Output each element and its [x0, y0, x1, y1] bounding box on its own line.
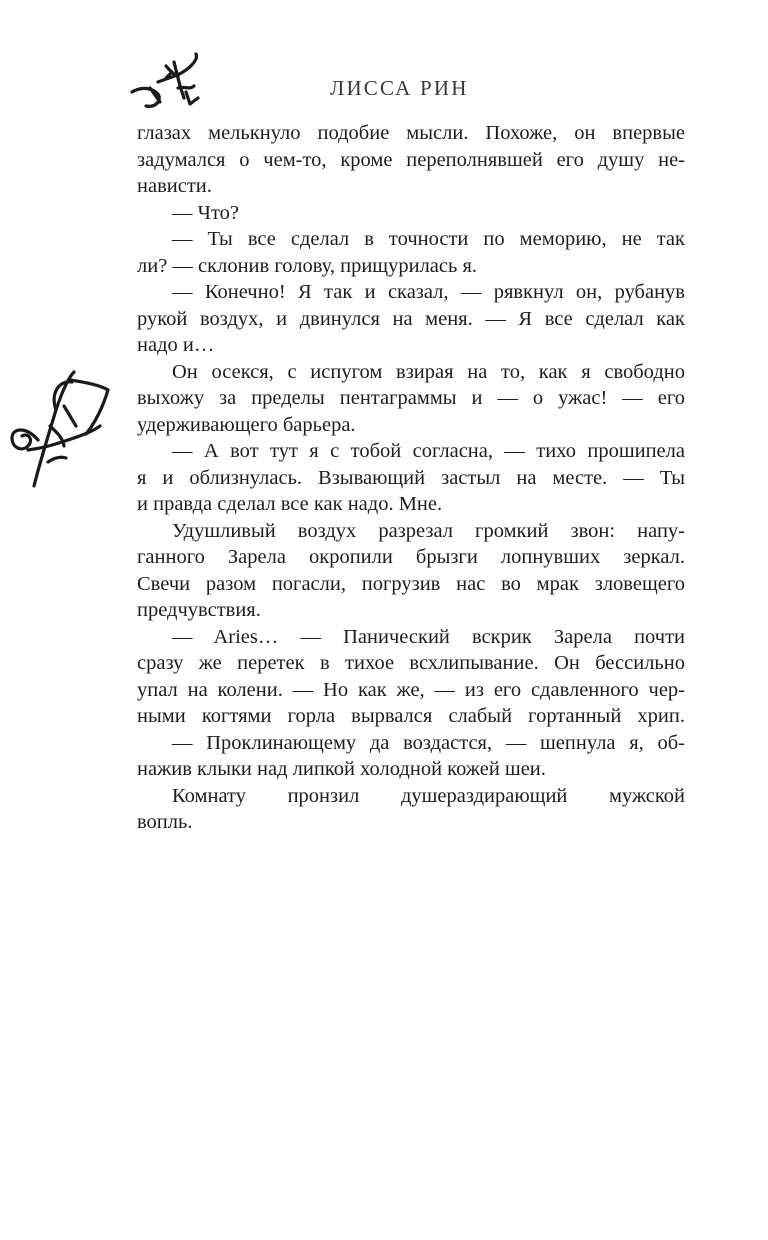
text-line: надо и… [137, 334, 215, 356]
sigil-glyph-side-icon [4, 366, 110, 488]
text-line: Он осекся, с испугом взирая на то, как я свободно [172, 360, 685, 383]
text-line: — Aries… — Панический вскрик Зарела почти [172, 625, 685, 648]
text-line: задумался о чем-то, кроме переполнявшей его душу не- [137, 148, 685, 171]
text-line: рукой воздух, и двинулся на меня. — Я все сделал как [137, 307, 685, 330]
text-line: я и облизнулась. Взывающий застыл на месте. — Ты [137, 466, 685, 489]
text-line: вопль. [137, 811, 193, 833]
text-line: выхожу за пределы пентаграммы и — о ужас! — его [137, 387, 685, 409]
text-line: ными когтями горла вырвался слабый гортанный хрип. [137, 705, 685, 727]
text-line: предчувствия. [137, 599, 261, 621]
text-line: упал на колени. — Но как же, — из его сдавленного чер- [137, 678, 685, 701]
text-line: сразу же перетек в тихое всхлипывание. Он бессильно [137, 652, 685, 674]
body-text [137, 120, 685, 836]
text-line: — Ты все сделал в точности по меморию, не так [172, 228, 685, 250]
text-line: — Что? [172, 201, 239, 224]
text-line: — Проклинающему да воздастся, — шепнула я, об- [172, 731, 685, 754]
text-line: удерживающего барьера. [137, 413, 356, 436]
text-line: — А вот тут я с тобой согласна, — тихо прошипела [172, 440, 685, 462]
text-line: нависти. [137, 175, 212, 197]
running-head-author: ЛИССА РИН [330, 76, 469, 100]
text-line: ли? — склонив голову, прищурилась я. [137, 254, 478, 277]
text-line: глазах мелькнуло подобие мысли. Похоже, он впервые [137, 122, 685, 144]
text-line: нажив клыки над липкой холодной кожей шеи. [137, 758, 546, 780]
text-line: ганного Зарела окропили брызги лопнувших зеркал. [137, 546, 685, 568]
text-line: — Конечно! Я так и сказал, — рявкнул он, рубанув [172, 281, 685, 303]
text-line: Удушливый воздух разрезал громкий звон: напу- [172, 519, 685, 542]
text-line: Свечи разом погасли, погрузив нас во мрак зловещего [137, 572, 685, 595]
sigil-glyph-top-icon [128, 48, 208, 114]
text-line: Комнату пронзил душераздирающий мужской [172, 784, 685, 807]
text-line: и правда сделал все как надо. Мне. [137, 493, 443, 515]
